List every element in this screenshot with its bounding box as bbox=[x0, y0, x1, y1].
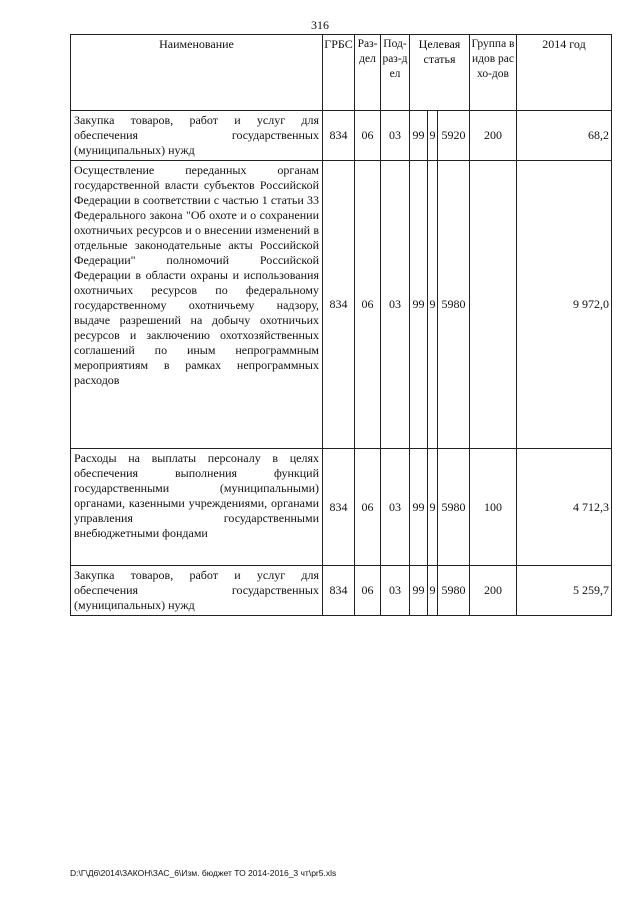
row-podrazdel: 03 bbox=[381, 161, 410, 449]
row-grbs: 834 bbox=[323, 566, 355, 616]
table-row bbox=[71, 161, 612, 449]
header-tselevaya-statya: Целевая статья bbox=[410, 35, 470, 111]
row-amount: 9 972,0 bbox=[517, 161, 612, 449]
row-podrazdel: 03 bbox=[381, 449, 410, 566]
row-grbs: 834 bbox=[323, 111, 355, 161]
row-razdel: 06 bbox=[355, 566, 381, 616]
page-number: 316 bbox=[311, 18, 329, 32]
row-podrazdel: 03 bbox=[381, 111, 410, 161]
row-ts-code: 5980 bbox=[438, 449, 470, 566]
row-ts-code: 5920 bbox=[438, 111, 470, 161]
row-razdel: 06 bbox=[355, 111, 381, 161]
row-ts-subprogram: 9 bbox=[428, 161, 438, 449]
row-ts-subprogram: 9 bbox=[428, 111, 438, 161]
row-ts-code: 5980 bbox=[438, 161, 470, 449]
row-ts-subprogram: 9 bbox=[428, 449, 438, 566]
row-grbs: 834 bbox=[323, 161, 355, 449]
row-ts-program: 99 bbox=[410, 111, 428, 161]
row-name: Закупка товаров, работ и услуг для обеспечения государственных (муниципальных) нужд bbox=[71, 111, 323, 161]
row-amount: 4 712,3 bbox=[517, 449, 612, 566]
header-year: 2014 год bbox=[517, 35, 612, 111]
row-name: Осуществление переданных органам государственной власти субъектов Российской Федерации в соответствии с частью 1 статьи 33 Федерального закона "Об охоте и о сохранении охотничьих ресурсов и о внесении изменений в отдельные законодательные акты Российской Федерации" полномочий Российской Федерации в области охраны и использования охотничьих ресурсов по федеральному государственному охотничьему надзору, выдаче разрешений на добычу охотничьих ресурсов и заключению охотхозяйственных соглашений по иным непрограммным мероприятиям в рамках непрограммных расходов bbox=[71, 161, 323, 449]
header-podrazdel: Под-раз-дел bbox=[381, 35, 410, 111]
row-amount: 68,2 bbox=[517, 111, 612, 161]
table-row bbox=[71, 566, 612, 616]
row-ts-program: 99 bbox=[410, 449, 428, 566]
row-ts-subprogram: 9 bbox=[428, 566, 438, 616]
table-row bbox=[71, 449, 612, 566]
row-vid: 200 bbox=[470, 111, 517, 161]
row-razdel: 06 bbox=[355, 449, 381, 566]
row-razdel: 06 bbox=[355, 161, 381, 449]
header-grbs: ГРБС bbox=[323, 35, 355, 111]
table-row bbox=[71, 111, 612, 161]
row-name: Расходы на выплаты персоналу в целях обеспечения выполнения функций государственными (муниципальными) органами, казенными учреждениями, органами управления государственными внебюджетными фондами bbox=[71, 449, 323, 566]
table-header-row bbox=[71, 35, 612, 111]
budget-table bbox=[70, 34, 612, 616]
file-path-footer: D:\Г\Д6\2014\ЗАКОН\ЗАС_6\Изм. бюджет ТО 2014-2016_3 чт\pr5.xls bbox=[70, 868, 337, 878]
header-name: Наименование bbox=[71, 35, 323, 111]
row-amount: 5 259,7 bbox=[517, 566, 612, 616]
header-gruppa-vidov: Группа видов расхо-дов bbox=[470, 35, 517, 111]
row-vid: 100 bbox=[470, 449, 517, 566]
row-podrazdel: 03 bbox=[381, 566, 410, 616]
row-ts-program: 99 bbox=[410, 566, 428, 616]
row-vid: 200 bbox=[470, 566, 517, 616]
row-name: Закупка товаров, работ и услуг для обеспечения государственных (муниципальных) нужд bbox=[71, 566, 323, 616]
row-grbs: 834 bbox=[323, 449, 355, 566]
row-ts-program: 99 bbox=[410, 161, 428, 449]
row-vid bbox=[470, 161, 517, 449]
row-ts-code: 5980 bbox=[438, 566, 470, 616]
header-razdel: Раз-дел bbox=[355, 35, 381, 111]
